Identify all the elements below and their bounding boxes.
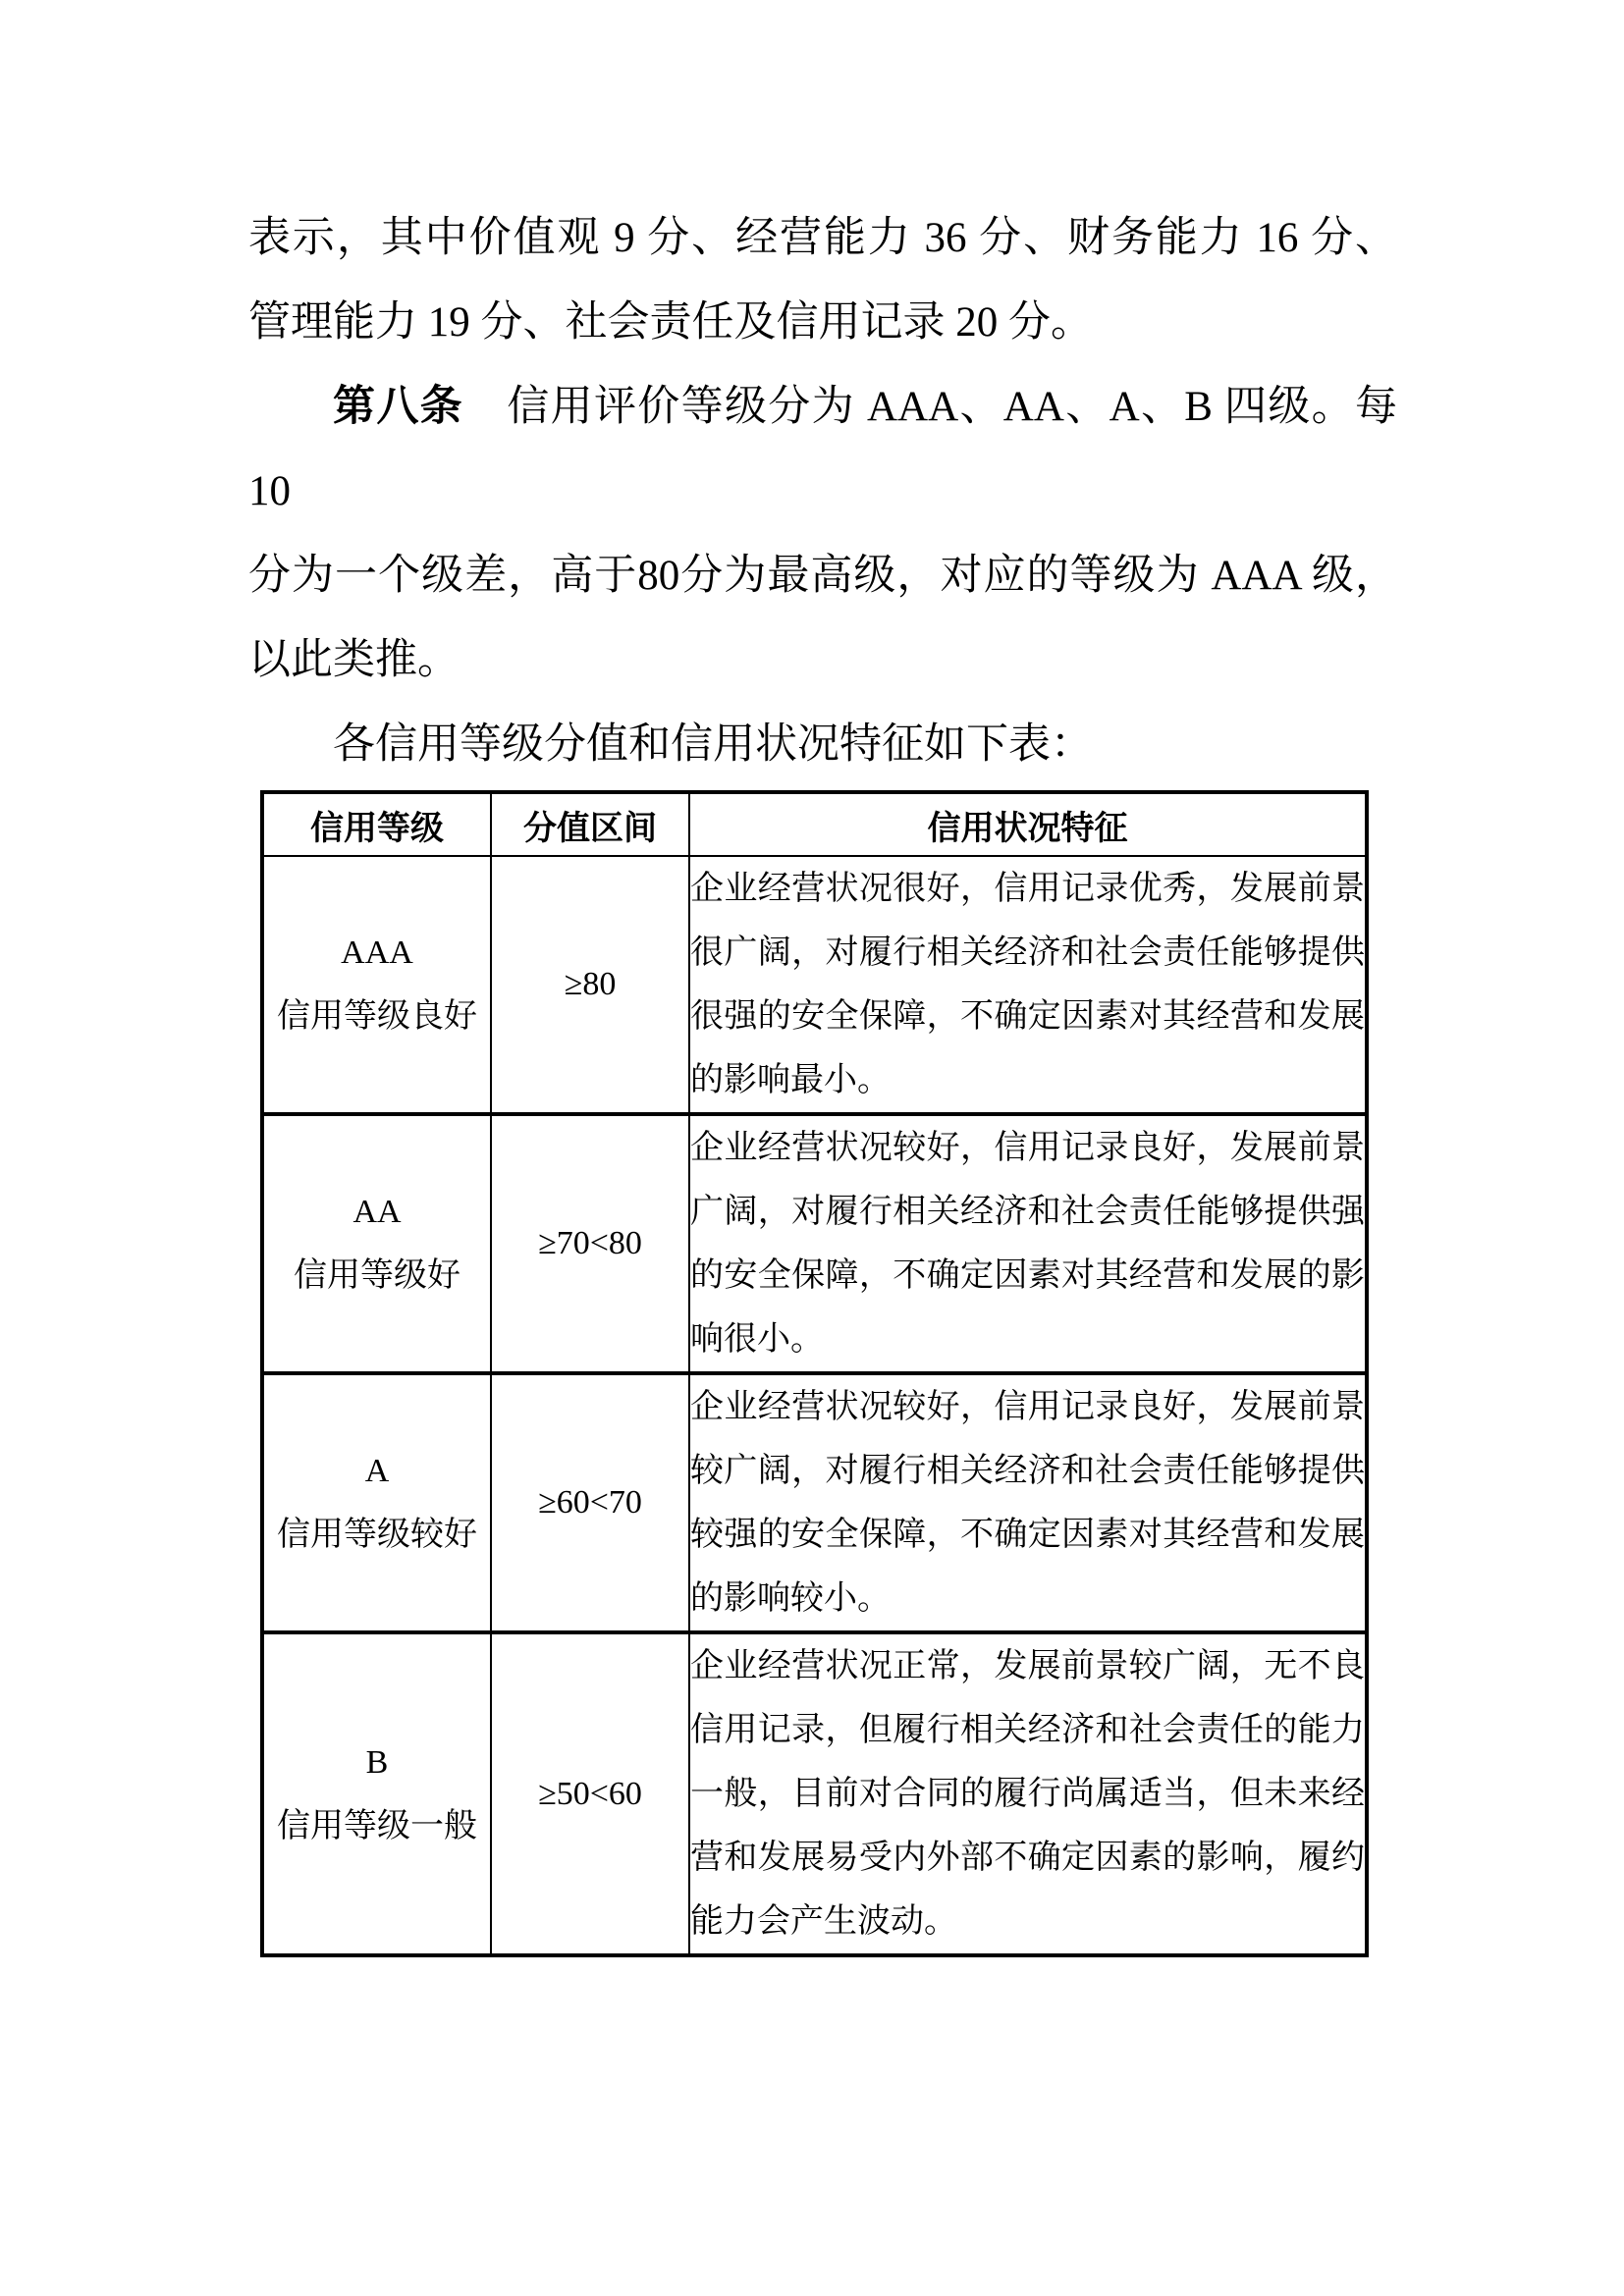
table-row-aaa [262,856,1367,1114]
score-range-cell: ≥60<70 [491,1373,689,1632]
grade-cell [262,856,491,1114]
header-cell-credit-feature: 信用状况特征 [689,792,1367,856]
grade-code: AA [352,1194,402,1230]
grade-code: B [365,1743,389,1781]
clause-8-line3: 以此类推。 [248,637,460,683]
paragraph1-line2: 管理能力 19 分、社会责任及信用记录 20 分。 [248,299,1093,346]
grade-label: 信用等级一般 [277,1807,477,1844]
table-row-aa [262,1114,1367,1373]
clause-8-line2: 分为一个级差，高于80分为最高级，对应的等级为 AAA 级， [248,553,1397,599]
grade-cell [262,1632,491,1955]
body-text [248,196,1397,787]
clause-8-line1 [248,365,1397,534]
clause-8-line1-rest: 信用评价等级分为 AAA、AA、A、B 四级。每10 [248,384,1398,514]
feature-cell: 企业经营状况正常，发展前景较广阔，无不良信用记录，但履行相关经济和社会责任的能力一般，目前对合同的履行尚属适当，但未来经营和发展易受内外部不确定因素的影响，履约能力会产生波动。 [689,1632,1367,1955]
clause-8-label: 第八条 [333,384,463,430]
credit-rating-table [260,790,1369,1957]
grade-cell [262,1114,491,1373]
score-range-cell: ≥80 [491,856,689,1114]
paragraph1-line1: 表示，其中价值观 9 分、经营能力 36 分、财务能力 16 分、 [248,215,1397,261]
table-row-b [262,1632,1367,1955]
feature-cell: 企业经营状况很好，信用记录优秀，发展前景很广阔，对履行相关经济和社会责任能够提供很强的安全保障，不确定因素对其经营和发展的影响最小。 [689,856,1367,1114]
grade-code: A [364,1453,390,1489]
score-range-cell: ≥70<80 [491,1114,689,1373]
grade-label: 信用等级良好 [277,998,477,1035]
header-cell-credit-grade: 信用等级 [262,792,491,856]
grade-cell [262,1373,491,1632]
table-header-row [262,792,1367,856]
feature-cell: 企业经营状况较好，信用记录良好，发展前景较广阔，对履行相关经济和社会责任能够提供较强的安全保障，不确定因素对其经营和发展的影响较小。 [689,1373,1367,1632]
grade-label: 信用等级较好 [277,1517,477,1553]
table-intro-line: 各信用等级分值和信用状况特征如下表： [333,721,1093,768]
paragraph-continuation [248,196,1397,365]
clause-8-paragraph [248,365,1397,703]
header-cell-score-range: 分值区间 [491,792,689,856]
table-intro-paragraph [248,703,1397,787]
grade-label: 信用等级好 [294,1257,460,1294]
grade-code: AAA [341,934,413,971]
feature-cell: 企业经营状况较好，信用记录良好，发展前景广阔，对履行相关经济和社会责任能够提供强的安全保障，不确定因素对其经营和发展的影响很小。 [689,1114,1367,1373]
table-row-a [262,1373,1367,1632]
score-range-cell: ≥50<60 [491,1632,689,1955]
